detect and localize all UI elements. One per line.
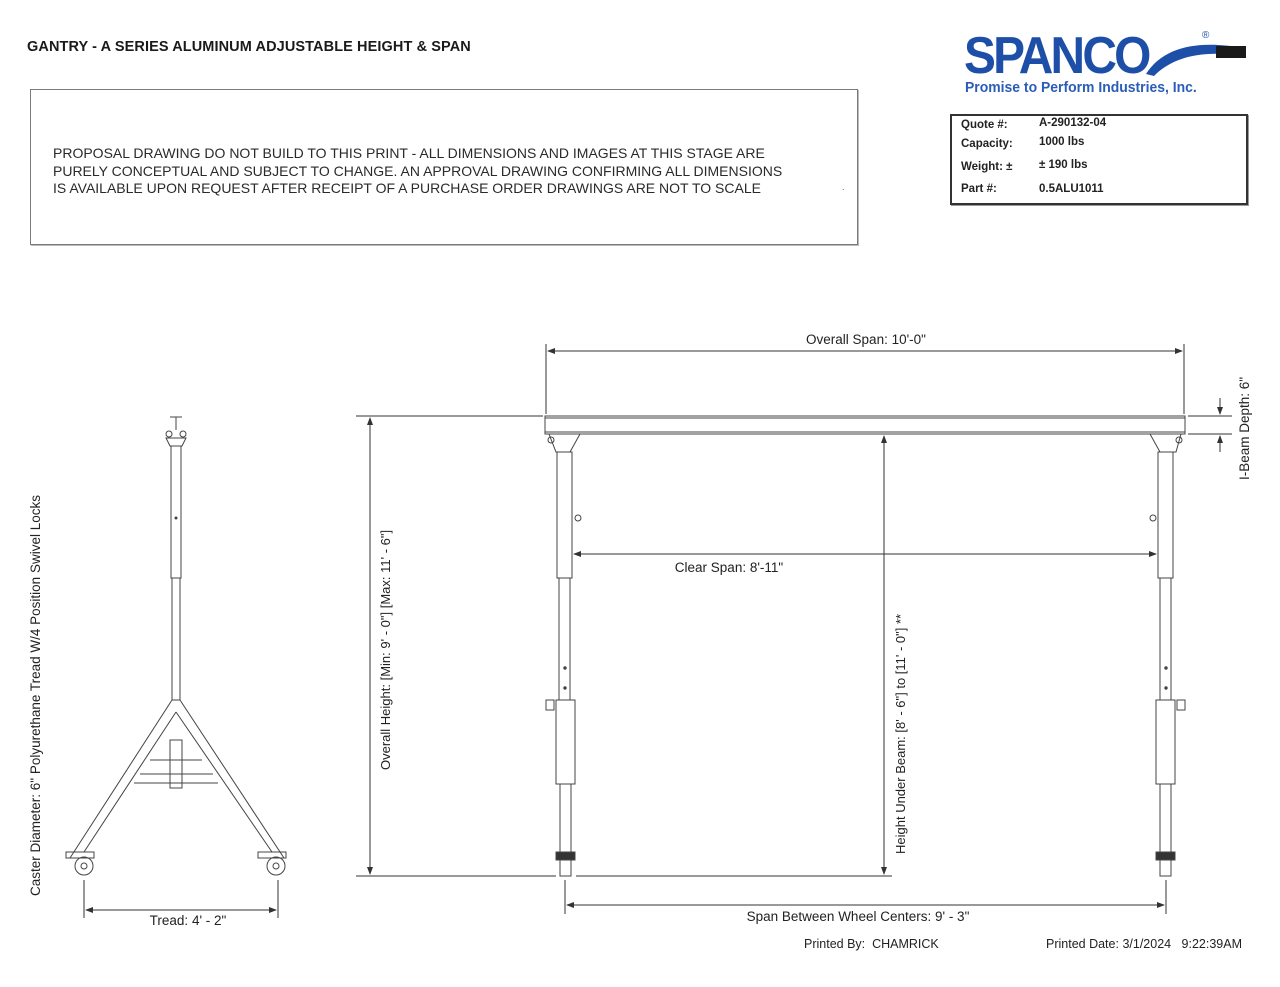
upper-mast (171, 446, 181, 578)
height-under-beam-label: Height Under Beam: [8' - 6"] to [11' - 0"] ** (893, 613, 908, 854)
left-lower-leg (559, 578, 570, 700)
i-beam (545, 416, 1185, 434)
notice-line-3: IS AVAILABLE UPON REQUEST AFTER RECEIPT OF A PURCHASE ORDER DRAWINGS ARE NOT TO SCALE (53, 180, 761, 196)
printed-by (804, 937, 939, 951)
side-view (66, 417, 286, 875)
left-pin (575, 515, 581, 521)
wheel-centers-label: Span Between Wheel Centers: 9' - 3" (746, 909, 970, 924)
logo-wordmark-text: SPANCO (964, 27, 1149, 85)
center-brace (170, 740, 182, 788)
notice-line-2: PURELY CONCEPTUAL AND SUBJECT TO CHANGE. AN APPROVAL DRAWING CONFIRMING ALL DIMENSIONS (53, 162, 783, 179)
notice-line-1: PROPOSAL DRAWING DO NOT BUILD TO THIS PRINT - ALL DIMENSIONS AND IMAGES AT THIS STAGE ARE (53, 145, 765, 161)
caster-label: Caster Diameter: 6" Polyurethane Tread W/4 Position Swivel Locks (28, 495, 43, 896)
right-sleeve (1156, 700, 1175, 784)
left-hole-2 (564, 687, 566, 689)
printed-time-value: 9:22:39AM (1181, 937, 1243, 951)
registered-mark: ® (1202, 30, 1210, 41)
printed-by-value: CHAMRICK (872, 937, 939, 951)
right-upper-leg (1158, 452, 1173, 578)
left-caster-plate (556, 852, 575, 860)
right-caster-plate (1156, 852, 1175, 860)
right-caster (1160, 860, 1171, 876)
part-label: Part #: (961, 183, 997, 195)
left-sleeve (556, 700, 575, 784)
tread-label: Tread: 4' - 2" (149, 913, 227, 928)
left-caster (560, 860, 571, 876)
a-frame-legs-inner (84, 712, 272, 852)
overall-span-label: Overall Span: 10'-0" (806, 332, 926, 347)
notice-trailing-mark: . (842, 182, 845, 192)
right-clamp (1177, 700, 1185, 710)
quote-label: Quote #: (961, 119, 1008, 131)
right-hole-2 (1165, 687, 1167, 689)
a-frame-legs-outer (70, 700, 284, 858)
trolley-wheel-right (180, 431, 186, 437)
end-plate-right (1150, 434, 1181, 452)
trolley-body (166, 438, 186, 446)
caster-left (66, 852, 94, 875)
trolley-wheel-left (166, 431, 172, 437)
drawing-title: GANTRY - A SERIES ALUMINUM ADJUSTABLE HEIGHT & SPAN (27, 39, 471, 55)
end-plate-left (549, 434, 580, 452)
left-clamp (546, 700, 554, 710)
printed-date (1046, 937, 1242, 951)
left-base-post (560, 784, 571, 854)
left-hole-1 (564, 667, 566, 669)
weight-label: Weight: ± (961, 161, 1013, 173)
printed-date-value: 3/1/2024 (1122, 937, 1172, 951)
left-upper-leg (557, 452, 572, 578)
ibeam-depth-label: I-Beam Depth: 6" (1237, 376, 1252, 480)
right-hole-1 (1165, 667, 1167, 669)
mast-hole (175, 517, 177, 519)
part-value: 0.5ALU1011 (1039, 183, 1104, 195)
printed-by-label: Printed By: (804, 937, 866, 951)
printed-date-label: Printed Date: (1046, 937, 1119, 951)
clear-span-label: Clear Span: 8'-11" (674, 560, 784, 575)
right-pin (1150, 515, 1156, 521)
right-base-post (1160, 784, 1171, 854)
overall-height-label: Overall Height: [Min: 9' - 0"] [Max: 11' - 6"] (378, 529, 393, 770)
weight-value: ± 190 lbs (1039, 159, 1088, 171)
capacity-label: Capacity: (961, 138, 1013, 150)
front-view (545, 416, 1185, 876)
quote-value: A-290132-04 (1039, 117, 1107, 129)
right-lower-leg (1160, 578, 1171, 700)
lower-mast (172, 578, 180, 700)
front-dimensions (356, 344, 1232, 914)
capacity-value: 1000 lbs (1039, 136, 1085, 148)
logo-tagline: Promise to Perform Industries, Inc. (965, 79, 1197, 96)
